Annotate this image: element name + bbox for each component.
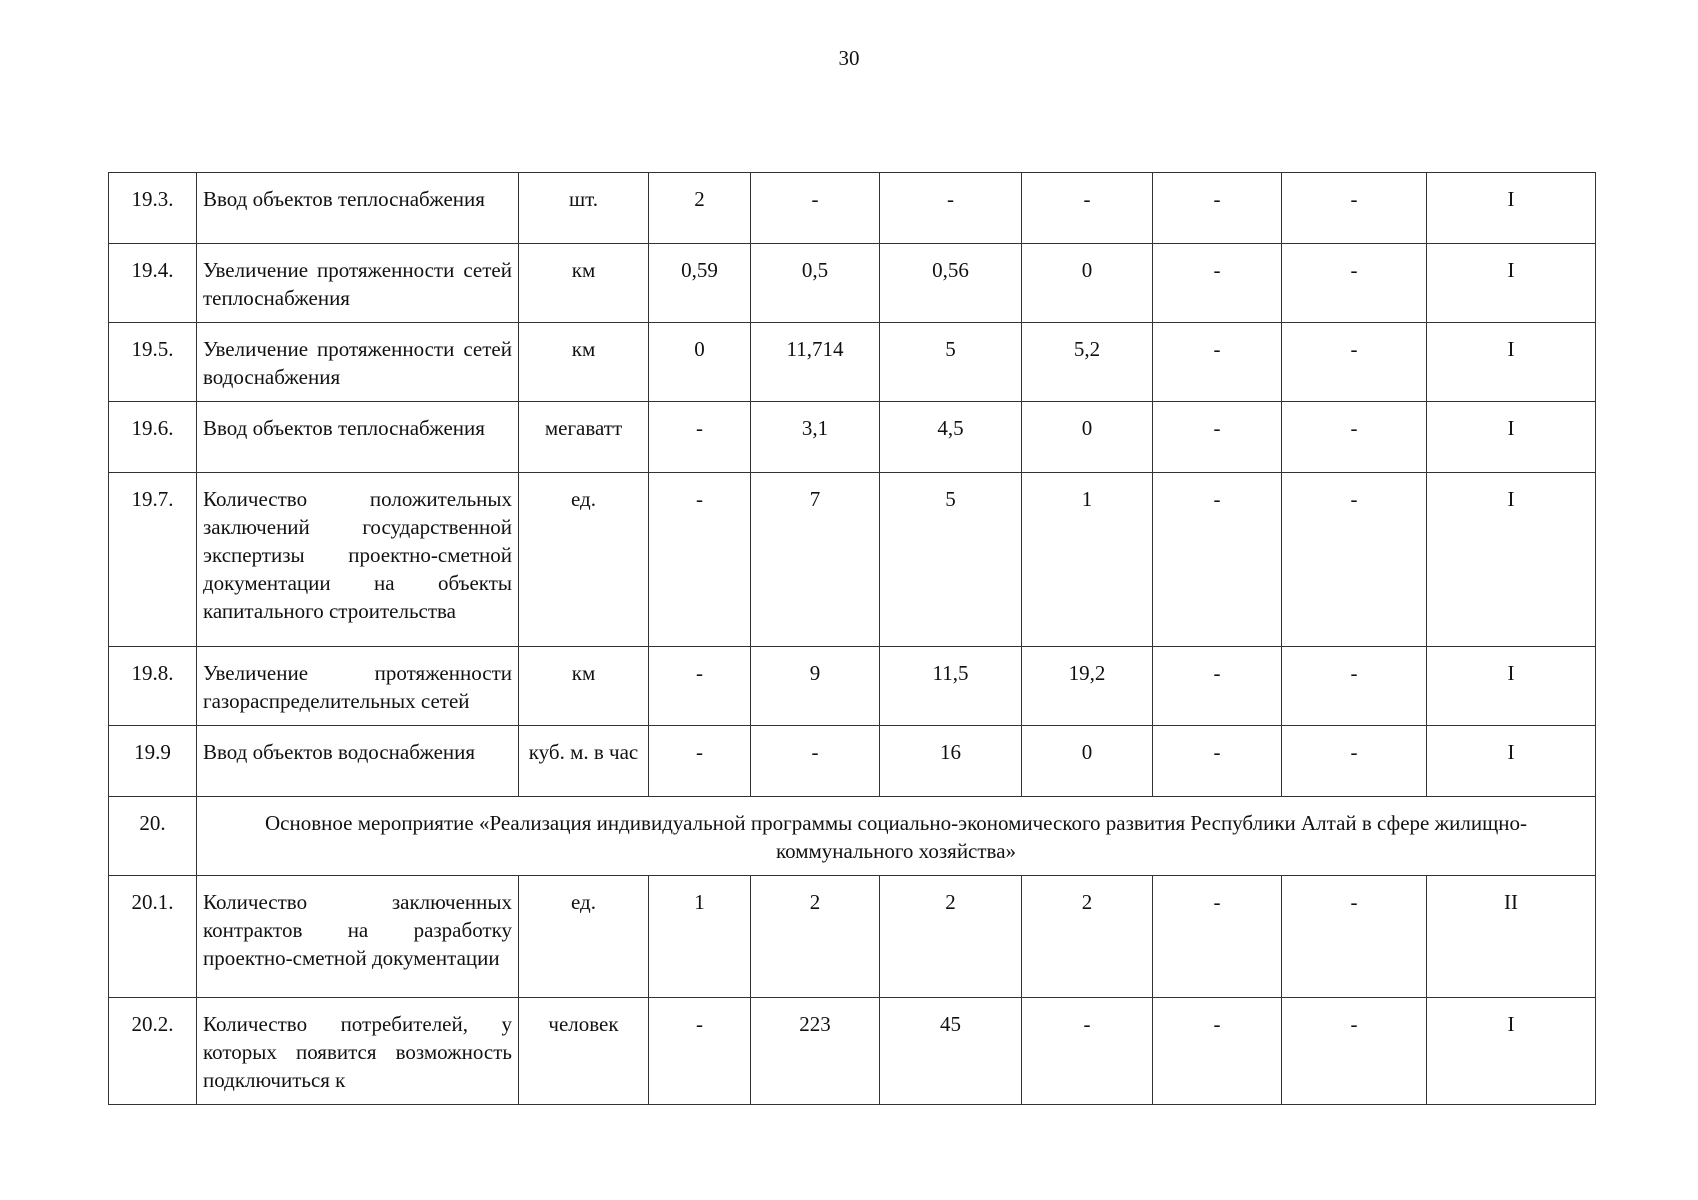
cell-number: 19.9: [109, 726, 197, 797]
cell-value: 1: [1022, 473, 1153, 647]
table-row: [109, 244, 1596, 323]
cell-number: 19.8.: [109, 647, 197, 726]
cell-number: 19.6.: [109, 402, 197, 473]
cell-indicator-name: Увеличение протяженности сетей водоснабжения: [197, 323, 519, 402]
cell-value: 0: [1022, 726, 1153, 797]
cell-value: -: [649, 402, 751, 473]
cell-value: 2: [649, 173, 751, 244]
cell-value: 19,2: [1022, 647, 1153, 726]
cell-value: -: [1153, 876, 1282, 998]
cell-value: 0: [1022, 402, 1153, 473]
cell-value: -: [1282, 244, 1427, 323]
cell-value: 5,2: [1022, 323, 1153, 402]
cell-level: I: [1427, 323, 1596, 402]
table-row: [109, 402, 1596, 473]
cell-value: -: [1282, 726, 1427, 797]
cell-value: -: [649, 473, 751, 647]
cell-level: I: [1427, 473, 1596, 647]
cell-number: 19.3.: [109, 173, 197, 244]
cell-value: -: [1022, 173, 1153, 244]
cell-value: -: [1153, 402, 1282, 473]
cell-value: -: [751, 726, 880, 797]
cell-value: -: [1282, 876, 1427, 998]
cell-level: I: [1427, 647, 1596, 726]
cell-indicator-name: Ввод объектов теплоснабжения: [197, 173, 519, 244]
cell-value: 5: [880, 473, 1022, 647]
cell-value: 0,5: [751, 244, 880, 323]
cell-value: -: [1153, 173, 1282, 244]
cell-value: -: [880, 173, 1022, 244]
cell-level: I: [1427, 173, 1596, 244]
cell-value: -: [1153, 244, 1282, 323]
cell-unit: куб. м. в час: [519, 726, 649, 797]
cell-number: 20.1.: [109, 876, 197, 998]
cell-indicator-name: Ввод объектов теплоснабжения: [197, 402, 519, 473]
cell-value: 4,5: [880, 402, 1022, 473]
cell-value: -: [1282, 402, 1427, 473]
cell-number: 19.5.: [109, 323, 197, 402]
cell-value: -: [1282, 998, 1427, 1105]
cell-value: -: [1153, 473, 1282, 647]
cell-value: 11,714: [751, 323, 880, 402]
cell-value: 2: [1022, 876, 1153, 998]
cell-value: 7: [751, 473, 880, 647]
cell-value: -: [649, 726, 751, 797]
cell-unit: ед.: [519, 876, 649, 998]
table-row: [109, 323, 1596, 402]
page-number: 30: [838, 46, 860, 70]
indicators-table: [108, 172, 1596, 1105]
cell-level: I: [1427, 998, 1596, 1105]
cell-value: -: [1282, 173, 1427, 244]
cell-value: 3,1: [751, 402, 880, 473]
table-row: [109, 726, 1596, 797]
table-row: [109, 998, 1596, 1105]
cell-value: -: [1282, 647, 1427, 726]
cell-indicator-name: Увеличение протяженности сетей теплоснабжения: [197, 244, 519, 323]
cell-value: -: [751, 173, 880, 244]
cell-level: I: [1427, 244, 1596, 323]
cell-indicator-name: Количество положительных заключений государственной экспертизы проектно-сметной документации на объекты капитального строительства: [197, 473, 519, 647]
cell-number: 19.7.: [109, 473, 197, 647]
cell-unit: ед.: [519, 473, 649, 647]
cell-unit: мегаватт: [519, 402, 649, 473]
cell-unit: км: [519, 647, 649, 726]
cell-value: -: [1153, 998, 1282, 1105]
cell-level: I: [1427, 402, 1596, 473]
cell-indicator-name: Ввод объектов водоснабжения: [197, 726, 519, 797]
table-row: [109, 173, 1596, 244]
table-body: [109, 173, 1596, 1105]
cell-value: 1: [649, 876, 751, 998]
cell-value: 5: [880, 323, 1022, 402]
table-row: [109, 647, 1596, 726]
section-title: Основное мероприятие «Реализация индивидуальной программы социально-экономического развития Республики Алтай в сфере жилищно-коммунального хозяйства»: [197, 797, 1596, 876]
cell-value: 2: [880, 876, 1022, 998]
cell-value: 9: [751, 647, 880, 726]
cell-value: 0,56: [880, 244, 1022, 323]
cell-unit: человек: [519, 998, 649, 1105]
cell-indicator-name: Количество заключенных контрактов на разработку проектно-сметной документации: [197, 876, 519, 998]
cell-value: 0: [649, 323, 751, 402]
table-row: [109, 876, 1596, 998]
cell-value: -: [1153, 323, 1282, 402]
cell-value: 2: [751, 876, 880, 998]
cell-value: 223: [751, 998, 880, 1105]
cell-value: -: [1282, 473, 1427, 647]
cell-value: -: [649, 998, 751, 1105]
cell-unit: км: [519, 244, 649, 323]
cell-value: 16: [880, 726, 1022, 797]
cell-number: 20.2.: [109, 998, 197, 1105]
cell-value: 45: [880, 998, 1022, 1105]
cell-unit: шт.: [519, 173, 649, 244]
cell-number: 19.4.: [109, 244, 197, 323]
section-row: [109, 797, 1596, 876]
cell-unit: км: [519, 323, 649, 402]
cell-indicator-name: Увеличение протяженности газораспределительных сетей: [197, 647, 519, 726]
cell-value: 0,59: [649, 244, 751, 323]
table-row: [109, 473, 1596, 647]
cell-value: -: [1282, 323, 1427, 402]
cell-value: -: [1153, 726, 1282, 797]
cell-value: 11,5: [880, 647, 1022, 726]
cell-level: I: [1427, 726, 1596, 797]
cell-level: II: [1427, 876, 1596, 998]
cell-value: 0: [1022, 244, 1153, 323]
cell-indicator-name: Количество потребителей, у которых появится возможность подключиться к: [197, 998, 519, 1105]
cell-number: 20.: [109, 797, 197, 876]
cell-value: -: [1022, 998, 1153, 1105]
cell-value: -: [649, 647, 751, 726]
cell-value: -: [1153, 647, 1282, 726]
